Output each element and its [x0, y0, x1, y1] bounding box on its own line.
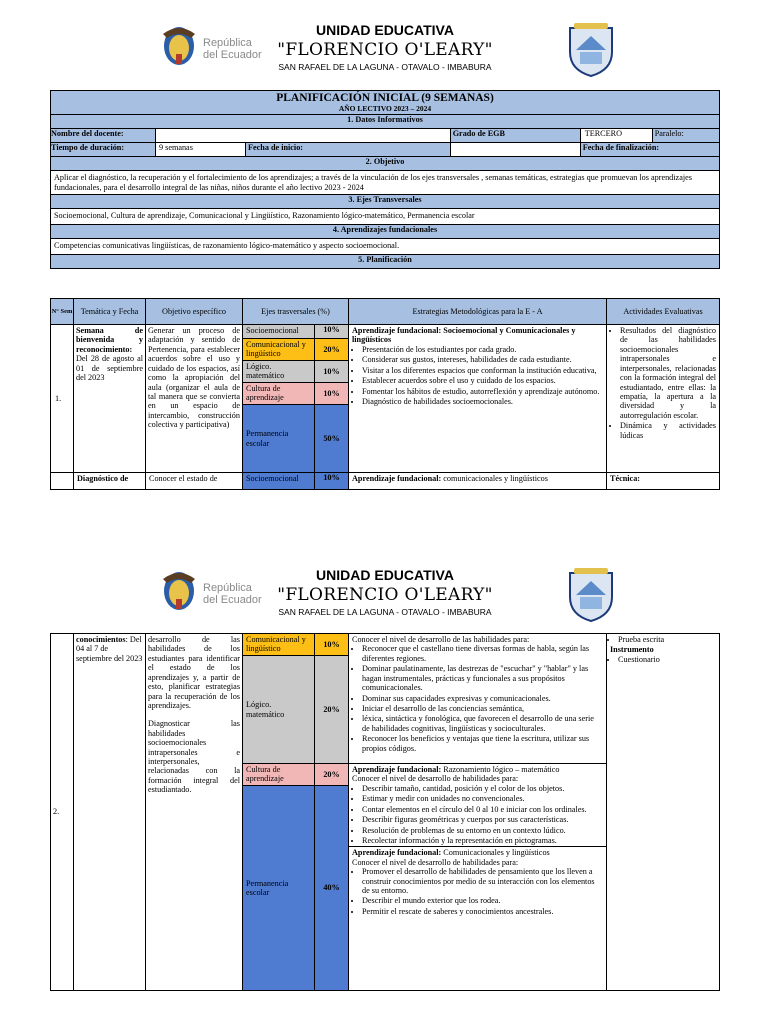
school-shield-logo — [566, 20, 616, 78]
header-estrategias: Estrategias Metodológicas para la E - A — [349, 299, 607, 325]
row2-eje-pct-top: 10% — [315, 473, 349, 490]
list-item: • Dominar sus capacidades expresivas y comunicacionales. — [362, 694, 603, 703]
inicio-label: Fecha de inicio: — [246, 143, 451, 157]
eje-socio-pct: 10% — [315, 325, 349, 339]
list-item: • Reconocer que el castellano tiene diversas formas de habla, según las diferentes regiones. — [362, 644, 603, 663]
row2-instrumento-list — [618, 655, 716, 664]
list-item: • Establecer acuerdos sobre el uso y cuidado de los espacios. — [362, 376, 603, 385]
row1-objetivo: Generar un proceso de adaptación y sentido de Pertenencia, para establecer acuerdos sobre el uso y cuidado de los espacios, así como la apropiación del aula (organizar el aula de tal manera que se convierta en un espacio de intercambio, construcción colectiva y participativa) — [146, 325, 243, 473]
row2-actividad-top: Técnica: — [607, 473, 720, 490]
row2-actividades-list — [618, 635, 716, 644]
unit-label: UNIDAD EDUCATIVA — [316, 567, 454, 583]
block2-rest: Razonamiento lógico – matemático — [441, 765, 560, 774]
docente-label: Nombre del docente: — [51, 129, 156, 143]
list-item: • Dinámica y actividades lúdicas — [620, 421, 716, 440]
grado-value: TERCERO — [580, 129, 652, 143]
school-location: SAN RAFAEL DE LA LAGUNA - OTAVALO - IMBABURA — [278, 62, 492, 72]
eje-comunicacional: Comunicacional y lingüístico — [243, 339, 315, 361]
school-name: "FLORENCIO O'LEARY" — [277, 585, 493, 605]
block3-bold: Aprendizaje fundacional: — [352, 848, 442, 858]
row2-objetivo-top: Conocer el estado de — [146, 473, 243, 490]
row2-tematica — [74, 634, 146, 991]
list-item: • Considerar sus gustos, intereses, habilidades de cada estudiante. — [362, 355, 603, 364]
row1-estrategia-list — [362, 345, 603, 407]
planning-table-1 — [50, 298, 720, 490]
block1-list — [362, 644, 603, 753]
row2-block2 — [349, 764, 607, 991]
list-item: • Describir figuras geométricas y cuerpos por sus características. — [362, 815, 603, 824]
row2-objetivo-1: desarrollo de las habilidades de los estudiantes para identificar el estado de los aprendizajes y, a partir de esto, planificar estrategias para la recuperación de los aprendizajes. — [148, 635, 240, 710]
school-location: SAN RAFAEL DE LA LAGUNA - OTAVALO - IMBABURA — [278, 607, 492, 617]
block2-bold: Aprendizaje fundacional: — [352, 765, 442, 774]
eje-logico-pct: 20% — [315, 656, 349, 764]
header-objetivo: Objetivo específico — [146, 299, 243, 325]
inicio-value[interactable] — [450, 143, 580, 157]
ecuador-logo — [157, 569, 267, 613]
aprendizajes-text: Competencias comunicativas lingüísticas, de razonamiento lógico-matemático y aspecto socioemocional. — [51, 239, 720, 255]
fin-label — [580, 143, 719, 157]
row2-tematica-bold: conocimientos — [76, 635, 126, 644]
list-item: • Iniciar el desarrollo de las conciencias semántica, — [362, 704, 603, 713]
ejes-text: Socioemocional, Cultura de aprendizaje, Comunicacional y Lingüístico, Razonamiento lógico-matemático, Permanencia escolar — [51, 209, 720, 225]
eje-logico: Lógico. matemático — [243, 656, 315, 764]
list-item: • Visitar a los diferentes espacios que conforman la institución educativa, — [362, 366, 603, 375]
row2-tematica-top: Diagnóstico de — [74, 473, 146, 490]
duracion-value: 9 semanas — [156, 143, 246, 157]
row2-actividades — [607, 634, 720, 991]
list-item: • Describir el mundo exterior que los rodea. — [362, 896, 603, 905]
row1-tematica — [74, 325, 146, 473]
school-name: "FLORENCIO O'LEARY" — [277, 40, 493, 60]
list-item: • Contar elementos en el círculo del 0 al 10 e iniciar con los ordinales. — [362, 805, 603, 814]
row1-tematica-rest: Del 28 de agosto al 01 de septiembre del 2023 — [76, 354, 143, 383]
eje-permanencia-pct: 50% — [315, 405, 349, 473]
eje-comunicacional-pct: 20% — [315, 339, 349, 361]
list-item: • Promover el desarrollo de habilidades de pensamiento que los lleven a construir conocimientos por medio de su interacción con los elementos de su entorno. — [362, 867, 603, 895]
row2-num-top — [51, 473, 74, 490]
list-item: • Resolución de problemas de su entorno en un contexto lúdico. — [362, 826, 603, 835]
grado-label: Grado de EGB — [450, 129, 580, 143]
fin-label-text: Fecha de finalización: — [582, 143, 660, 153]
svg-text:del Ecuador: del Ecuador — [203, 49, 262, 61]
svg-text:República: República — [203, 582, 252, 594]
header-actividades: Actividades Evaluativas — [607, 299, 720, 325]
list-item: • Dominar paulatinamente, las destrezas de "escuchar" y "hablar" y las hagan instrumentales, prácticas y funcionales a sus propósitos comunicacionales. — [362, 664, 603, 692]
block3-list — [362, 867, 603, 916]
eje-logico-pct: 10% — [315, 361, 349, 383]
block2-list — [362, 784, 603, 846]
row1-estrategia-title: Aprendizaje fundacional: Socioemocional y Comunicacionales y lingüísticos — [352, 326, 576, 345]
school-shield-logo — [566, 565, 616, 623]
row2-num: 2. — [51, 634, 74, 991]
row2-estrategia-bold: Aprendizaje fundacional: — [352, 474, 442, 483]
row2-objetivo-2: Diagnosticar las habilidades socioemocionales intrapersonales e interpersonales, relacionadas con la formación integral del estudiantado. — [148, 719, 240, 795]
block3-rest: Comunicacionales y lingüísticos — [441, 848, 550, 858]
eje-comunicacional: Comunicacional y lingüístico — [243, 634, 315, 656]
list-item: • Describir tamaño, cantidad, posición y el color de los objetos. — [362, 784, 603, 793]
docente-value[interactable] — [156, 129, 451, 143]
row2-estrategia-rest: comunicacionales y lingüísticos — [441, 474, 548, 483]
list-item: • Resultados del diagnóstico de las habilidades socioemocionales intrapersonales e interpersonales, relacionadas con la formación integral del estudiantado, entre ellas: la empatía, la apertura a la diversidad y la autorregulación escolar. — [620, 326, 716, 420]
list-item: • Estimar y medir con unidades no convencionales. — [362, 794, 603, 803]
eje-cultura: Cultura de aprendizaje — [243, 383, 315, 405]
row1-num: 1. — [51, 325, 74, 473]
list-item: • Presentación de los estudiantes por cada grado. — [362, 345, 603, 354]
eje-permanencia-pct: 40% — [315, 786, 349, 991]
header-sem: N° Sem — [51, 299, 74, 325]
row2-block1 — [349, 634, 607, 764]
plan-title: PLANIFICACIÓN INICIAL (9 SEMANAS) — [51, 91, 720, 105]
eje-cultura-pct: 20% — [315, 764, 349, 786]
paralelo-label: Paralelo: — [654, 129, 684, 139]
header-tematica: Temática y Fecha — [74, 299, 146, 325]
list-item: • Fomentar los hábitos de estudio, autorreflexión y aprendizaje autónomo. — [362, 387, 603, 396]
section-ejes: 3. Ejes Transversales — [51, 195, 720, 209]
header-ejes: Ejes trasversales (%) — [243, 299, 349, 325]
row1-actividades — [607, 325, 720, 473]
ecuador-logo — [157, 24, 267, 68]
planning-table-2 — [50, 633, 720, 991]
block1-intro: Conocer el nivel de desarrollo de las habilidades para: — [352, 635, 530, 644]
section-datos: 1. Datos Informativos — [51, 115, 720, 129]
unit-label: UNIDAD EDUCATIVA — [316, 22, 454, 38]
plan-info — [50, 90, 720, 269]
list-item: • léxica, sintáctica y fonológica, que favorecen el desarrollo de una serie de habilidades cognitivas, lingüísticas y socioculturales. — [362, 714, 603, 733]
list-item: • Diagnóstico de habilidades socioemocionales. — [362, 397, 603, 406]
list-item: • Prueba escrita — [618, 635, 716, 644]
row1-estrategias — [349, 325, 607, 473]
list-item: • Reconocer los beneficios y ventajas que tiene la escritura, utilizar sus propios códigos. — [362, 734, 603, 753]
eje-permanencia: Permanencia escolar — [243, 405, 315, 473]
act-instrumento: Instrumento — [610, 645, 654, 655]
plan-year: AÑO LECTIVO 2023 – 2024 — [51, 105, 720, 115]
row1-tematica-bold: Semana de bienvenida y reconocimiento: — [76, 326, 143, 354]
republic-text-1: República — [203, 37, 252, 49]
row2-objetivo — [146, 634, 243, 991]
paralelo-cell — [652, 129, 719, 143]
section-planificacion: 5. Planificación — [51, 255, 720, 269]
section-aprendizajes: 4. Aprendizajes fundacionales — [51, 225, 720, 239]
row2-eje-top: Socioemocional — [243, 473, 315, 490]
eje-comunicacional-pct: 10% — [315, 634, 349, 656]
objetivo-text: Aplicar el diagnóstico, la recuperación y el fortalecimiento de los aprendizajes; a través de la vinculación de los ejes transversales , semanas temáticas, estrategias que promuevan los aprendizajes fundacionales, para el desarrollo integral de las niñas, niños durante el año lectivo 2023 - 2024 — [51, 171, 720, 195]
duracion-label: Tiempo de duración: — [51, 143, 156, 157]
list-item: • Cuestionario — [618, 655, 716, 664]
eje-logico: Lógico. matemático — [243, 361, 315, 383]
eje-cultura-pct: 10% — [315, 383, 349, 405]
row1-actividades-list — [620, 326, 716, 440]
list-item: • Recolectar información y la representación en pictogramas. — [362, 836, 603, 845]
section-objetivo: 2. Objetivo — [51, 157, 720, 171]
eje-cultura: Cultura de aprendizaje — [243, 764, 315, 786]
block3-intro: Conocer el nivel de desarrollo de habilidades para: — [352, 857, 519, 867]
eje-permanencia: Permanencia escolar — [243, 786, 315, 991]
list-item: • Permitir el rescate de saberes y conocimientos ancestrales. — [362, 907, 603, 916]
info-table — [50, 90, 720, 269]
svg-text:del Ecuador: del Ecuador — [203, 594, 262, 606]
eje-socio: Socioemocional — [243, 325, 315, 339]
row2-tematica-rest: : Del 04 al 7 de septiembre del 2023 — [76, 635, 143, 663]
row2-estrategia-top — [349, 473, 607, 490]
block2-intro: Conocer el nivel de desarrollo de habilidades para: — [352, 774, 519, 784]
